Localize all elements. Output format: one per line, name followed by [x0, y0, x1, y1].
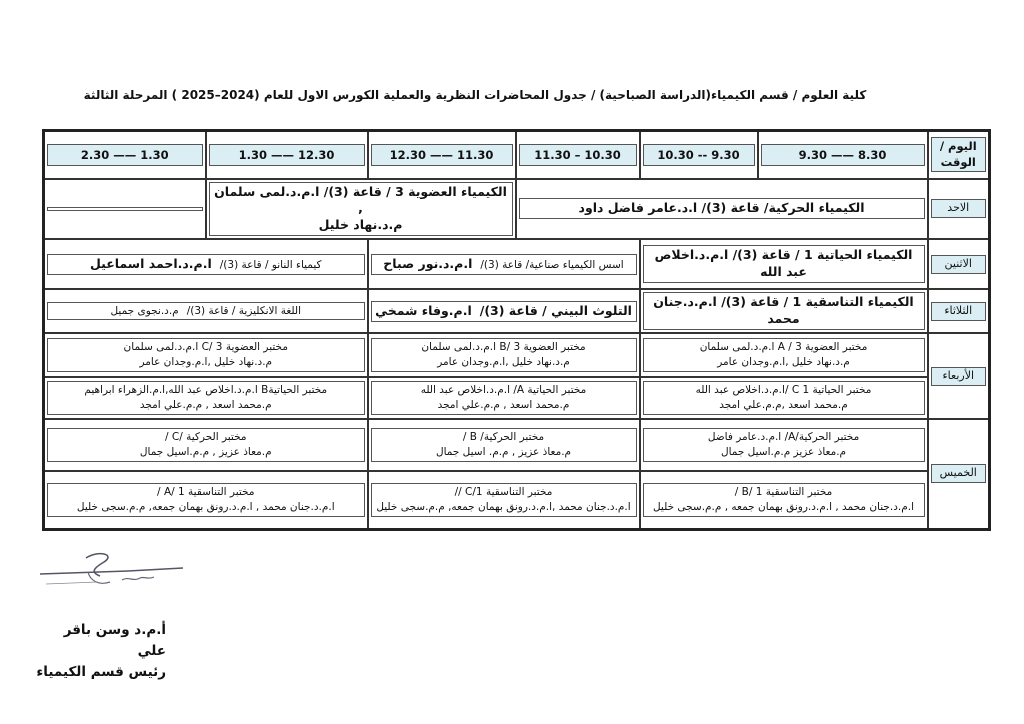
cell-thu-coord-c: مختبر التناسقية C/1 // ا.م.د.جنان محمد ,ا.م.د.رونق بهمان جمعه, م.م.سجى خليل	[368, 471, 640, 529]
cell-monday-industrial: اسس الكيمياء صناعية/ قاعة (3)/ ا.م.د.نور صباح	[368, 239, 640, 289]
row-wednesday-1	[44, 333, 990, 377]
row-monday	[44, 239, 990, 289]
cell-monday-bio: الكيمياء الحياتية 1 / قاعة (3)/ ا.م.د.اخلاص عبد الله	[640, 239, 928, 289]
header-slot-1: 8.30 —— 9.30	[758, 131, 928, 179]
cell-thu-coord-a: مختبر التناسقية A/ 1 / ا.م.د.جنان محمد , ا.م.د.رونق بهمان جمعه, م.م.سجى خليل	[44, 471, 368, 529]
cell-tuesday-english: اللغة الانكليزية / قاعة (3)/ م.د.نجوى جميل	[44, 289, 368, 333]
signature-role: رئيس قسم الكيمياء	[36, 663, 166, 680]
row-wednesday-2	[44, 377, 990, 419]
cell-thu-coord-b: مختبر التناسقية 1 /B / ا.م.د.جنان محمد , ا.م.د.رونق بهمان جمعه , م.م.سجى خليل	[640, 471, 928, 529]
cell-sunday-organic: الكيمياء العضوية 3 / قاعة (3)/ ا.م.د.لمى سلمان , م.د.نهاد خليل	[206, 179, 516, 240]
cell-wed-bio-c: مختبر الحياتية C 1 /ا.م.د.اخلاص عبد الله م.محمد اسعد ,م.م.علي امجد	[640, 377, 928, 419]
row-thursday-2	[44, 471, 990, 529]
row-sunday	[44, 179, 990, 240]
header-slot-6: 1.30 —— 2.30	[44, 131, 206, 179]
schedule-table	[42, 129, 991, 531]
day-tuesday: الثلاثاء	[928, 289, 990, 333]
day-wednesday: الأربعاء	[928, 333, 990, 419]
signature-block	[36, 620, 166, 683]
cell-thu-kinetics-b: مختبر الحركية/ B / م.معاذ عزيز , م.م. اسيل جمال	[368, 419, 640, 471]
day-thursday: الخميس	[928, 419, 990, 529]
header-slot-5: 12.30 —— 1.30	[206, 131, 368, 179]
cell-tuesday-environment: التلوث البيني / قاعة (3)/ ا.م.وفاء شمخي	[368, 289, 640, 333]
cell-wed-bio-a: مختبر الحياتية A/ ا.م.د.اخلاص عبد الله م.محمد اسعد , م.م.علي امجد	[368, 377, 640, 419]
row-tuesday	[44, 289, 990, 333]
header-row	[44, 131, 990, 179]
cell-wed-organic-c: مختبر العضوية C/ 3 ا.م.د.لمى سلمان م.د.نهاد خليل ,ا.م.وجدان عامر	[44, 333, 368, 377]
cell-wed-bio-b: مختبر الحياتيةB ا.م.د.اخلاص عبد الله,ا.م.الزهراء ابراهيم م.محمد اسعد , م.م.علي امجد	[44, 377, 368, 419]
header-day-time: اليوم / الوقت	[928, 131, 990, 179]
header-slot-3: 10.30 – 11.30	[516, 131, 640, 179]
handwritten-signature	[38, 548, 188, 592]
cell-sunday-kinetics: الكيمياء الحركية/ قاعة (3)/ ا.د.عامر فاضل داود	[516, 179, 928, 240]
signature-name: أ.م.د وسن باقر علي	[63, 622, 166, 659]
cell-wed-organic-a: مختبر العضوية 3 / A ا.م.د.لمى سلمان م.د.نهاد خليل ,ا.م.وجدان عامر	[640, 333, 928, 377]
cell-monday-nano: كيمياء النانو / قاعة (3)/ ا.م.د.احمد اسماعيل	[44, 239, 368, 289]
cell-sunday-empty	[44, 179, 206, 240]
cell-thu-kinetics-c: مختبر الحركية /C / م.معاذ عزيز , م.م.اسيل جمال	[44, 419, 368, 471]
header-slot-2: 9.30 -- 10.30	[640, 131, 758, 179]
day-sunday: الاحد	[928, 179, 990, 240]
day-monday: الاثنين	[928, 239, 990, 289]
row-thursday-1	[44, 419, 990, 471]
cell-tuesday-coord: الكيمياء التناسقية 1 / قاعة (3)/ ا.م.د.جنان محمد	[640, 289, 928, 333]
cell-wed-organic-b: مختبر العضوية B/ 3 ا.م.د.لمى سلمان م.د.نهاد خليل ,ا.م.وجدان عامر	[368, 333, 640, 377]
header-slot-4: 11.30 —— 12.30	[368, 131, 516, 179]
page-title: كلية العلوم / قسم الكيمياء(الدراسة الصباحية) / جدول المحاضرات النظرية والعملية الكورس الاول للعام (2024–2025 ) المرحلة الثالثة	[83, 88, 867, 102]
cell-thu-kinetics-a: مختبر الحركية/A/ ا.م.د.عامر فاضل م.معاذ عزيز م.م.اسيل جمال	[640, 419, 928, 471]
